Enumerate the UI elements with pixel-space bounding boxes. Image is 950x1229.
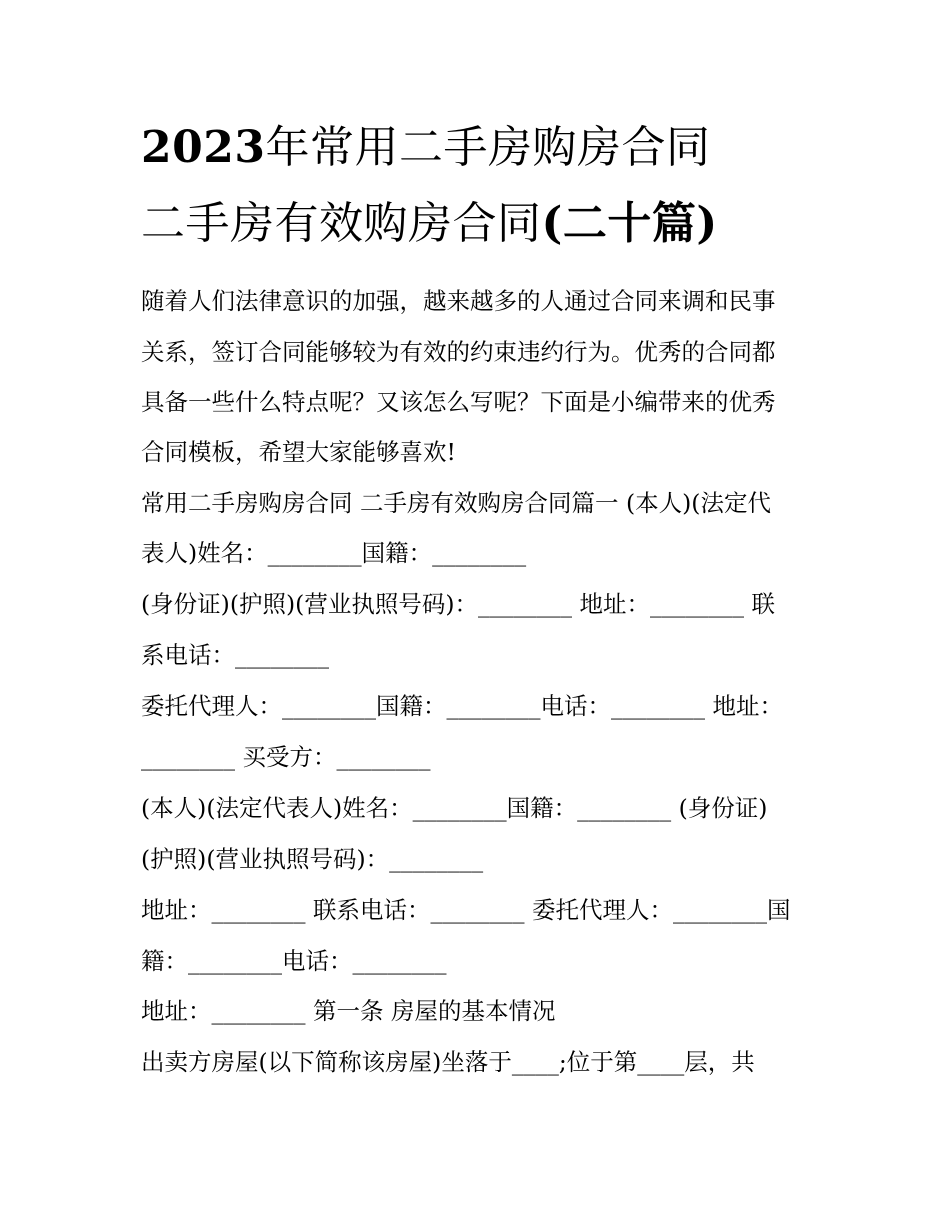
contract-line-8: (护照)(营业执照号码)：________ bbox=[141, 845, 484, 873]
document-title-line-1 bbox=[141, 122, 711, 173]
document-title-line-2 bbox=[141, 198, 718, 249]
contract-line-5: 委托代理人：________国籍：________电话：________ 地址： bbox=[141, 692, 783, 720]
contract-line-7: (本人)(法定代表人)姓名：________国籍：________ (身份证) bbox=[141, 794, 768, 822]
contract-line-3: (身份证)(护照)(营业执照号码)：________ 地址：________ 联 bbox=[141, 590, 775, 618]
title-line-2-text: 二手房有效购房合同 bbox=[141, 198, 542, 249]
intro-line-3: 具备一些什么特点呢？又该怎么写呢？下面是小编带来的优秀 bbox=[141, 388, 776, 416]
title-year: 2023 bbox=[141, 122, 266, 173]
contract-line-4: 系电话：________ bbox=[141, 641, 329, 669]
contract-line-6: ________ 买受方：________ bbox=[141, 743, 431, 771]
contract-line-12: 出卖方房屋(以下简称该房屋)坐落于____;位于第____层，共 bbox=[141, 1048, 755, 1076]
title-line-1-text: 年常用二手房购房合同 bbox=[265, 122, 711, 173]
contract-line-11: 地址：________ 第一条 房屋的基本情况 bbox=[141, 997, 556, 1025]
title-line-2-suffix: (二十篇) bbox=[541, 198, 718, 249]
contract-line-10: 籍：________电话：________ bbox=[141, 947, 447, 975]
contract-line-2: 表人)姓名：________国籍：________ bbox=[141, 539, 527, 567]
contract-line-9: 地址：________ 联系电话：________ 委托代理人：________国 bbox=[141, 896, 791, 924]
intro-line-1: 随着人们法律意识的加强，越来越多的人通过合同来调和民事 bbox=[141, 287, 776, 315]
intro-line-2: 关系，签订合同能够较为有效的约束违约行为。优秀的合同都 bbox=[141, 338, 776, 366]
contract-line-1: 常用二手房购房合同 二手房有效购房合同篇一 (本人)(法定代 bbox=[141, 489, 771, 517]
intro-line-4: 合同模板，希望大家能够喜欢! bbox=[141, 438, 456, 466]
